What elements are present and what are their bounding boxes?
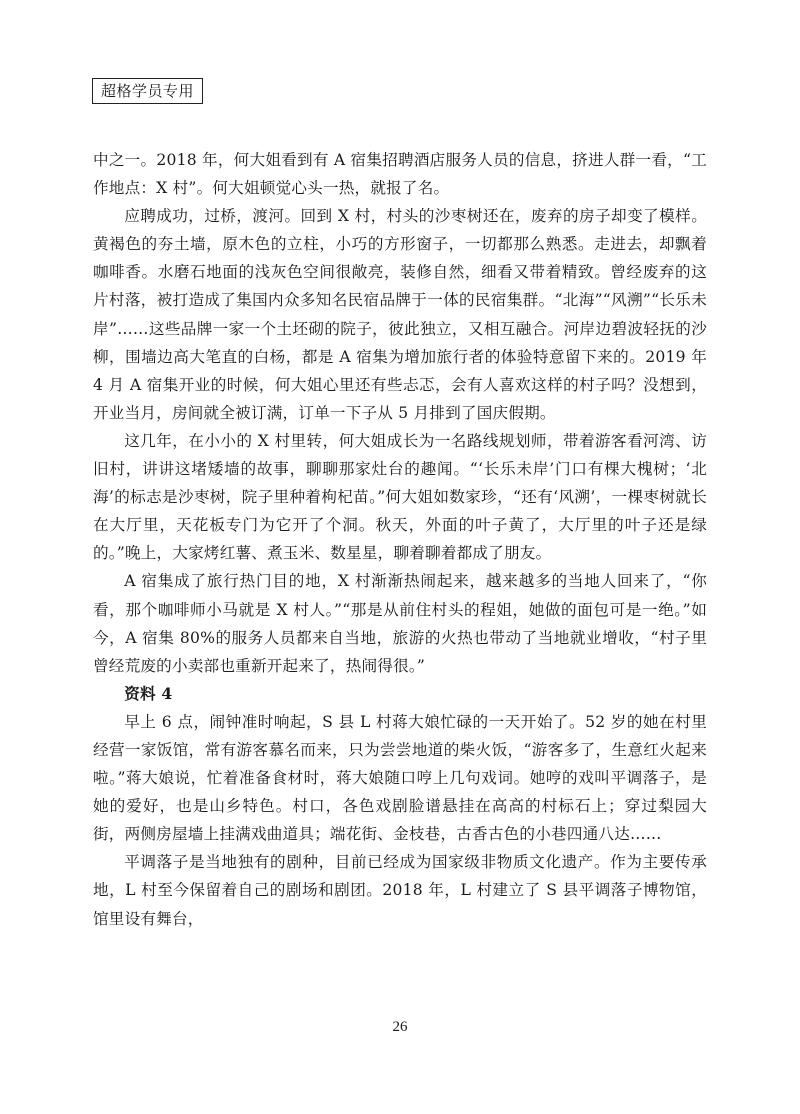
- section-heading: 资料 4: [124, 683, 173, 703]
- paragraph: 应聘成功，过桥，渡河。回到 X 村，村头的沙枣树还在，废弃的房子却变了模样。黄褐色的夯土墙，原木色的立柱，小巧的方形窗子，一切都那么熟悉。走进去，却飘着咖啡香。水磨石地面的浅灰色空间很敞亮，装修自然，细看又带着精致。曾经废弃的这片村落，被打造成了集国内众多知名民宿品牌于一体的民宿集群。“北海”“风溯”“长乐未岸”……这些品牌一家一个土坯砌的院子，彼此独立，又相互融合。河岸边碧波轻抚的沙柳，围墙边高大笔直的白杨，都是 A 宿集为增加旅行者的体验特意留下来的。2019 年 4 月 A 宿集开业的时候，何大姐心里还有些忐忑，会有人喜欢这样的村子吗？没想到，开业当月，房间就全被订满，订单一下子从 5 月排到了国庆假期。: [93, 207, 707, 422]
- page-number: 26: [392, 1019, 408, 1035]
- watermark-tag: 超格学员专用: [92, 78, 203, 104]
- paragraph: 早上 6 点，闹钟准时响起，S 县 L 村蒋大娘忙碌的一天开始了。52 岁的她在村里经营一家饭馆，常有游客慕名而来，只为尝尝地道的柴火饭，“游客多了，生意红火起来啦。”蒋大娘说，忙着准备食材时，蒋大娘随口哼上几句戏词。她哼的戏叫平调落子，是她的爱好，也是山乡特色。村口，各色戏剧脸谱悬挂在高高的村标石上；穿过梨园大街，两侧房屋墙上挂满戏曲道具；端花街、金枝巷，古香古色的小巷四通八达……: [93, 712, 707, 844]
- paragraph-continuation: 中之一。2018 年，何大姐看到有 A 宿集招聘酒店服务人员的信息，挤进人群一看，“工作地点：X 村”。何大姐顿觉心头一热，就报了名。: [93, 151, 707, 198]
- paragraph: 这几年，在小小的 X 村里转，何大姐成长为一名路线规划师，带着游客看河湾、访旧村，讲讲这堵矮墙的故事，聊聊那家灶台的趣闻。“‘长乐未岸’门口有棵大槐树；‘北海’的标志是沙枣树，院子里种着枸杞苗。”何大姐如数家珍，“还有‘风溯’，一棵枣树就长在大厅里，天花板专门为它开了个洞。秋天，外面的叶子黄了，大厅里的叶子还是绿的。”晚上，大家烤红薯、煮玉米、数星星，聊着聊着都成了朋友。: [93, 431, 707, 563]
- document-body: [93, 146, 707, 933]
- paragraph: 平调落子是当地独有的剧种，目前已经成为国家级非物质文化遗产。作为主要传承地，L 村至今保留着自己的剧场和剧团。2018 年，L 村建立了 S 县平调落子博物馆，馆里设有舞台，: [93, 853, 707, 928]
- paragraph: A 宿集成了旅行热门目的地，X 村渐渐热闹起来，越来越多的当地人回来了，“你看，那个咖啡师小马就是 X 村人。”“那是从前住村头的程姐，她做的面包可是一绝。”如今，A 宿集 80%的服务人员都来自当地，旅游的火热也带动了当地就业增收，“村子里曾经荒废的小卖部也重新开起来了，热闹得很。”: [93, 572, 707, 675]
